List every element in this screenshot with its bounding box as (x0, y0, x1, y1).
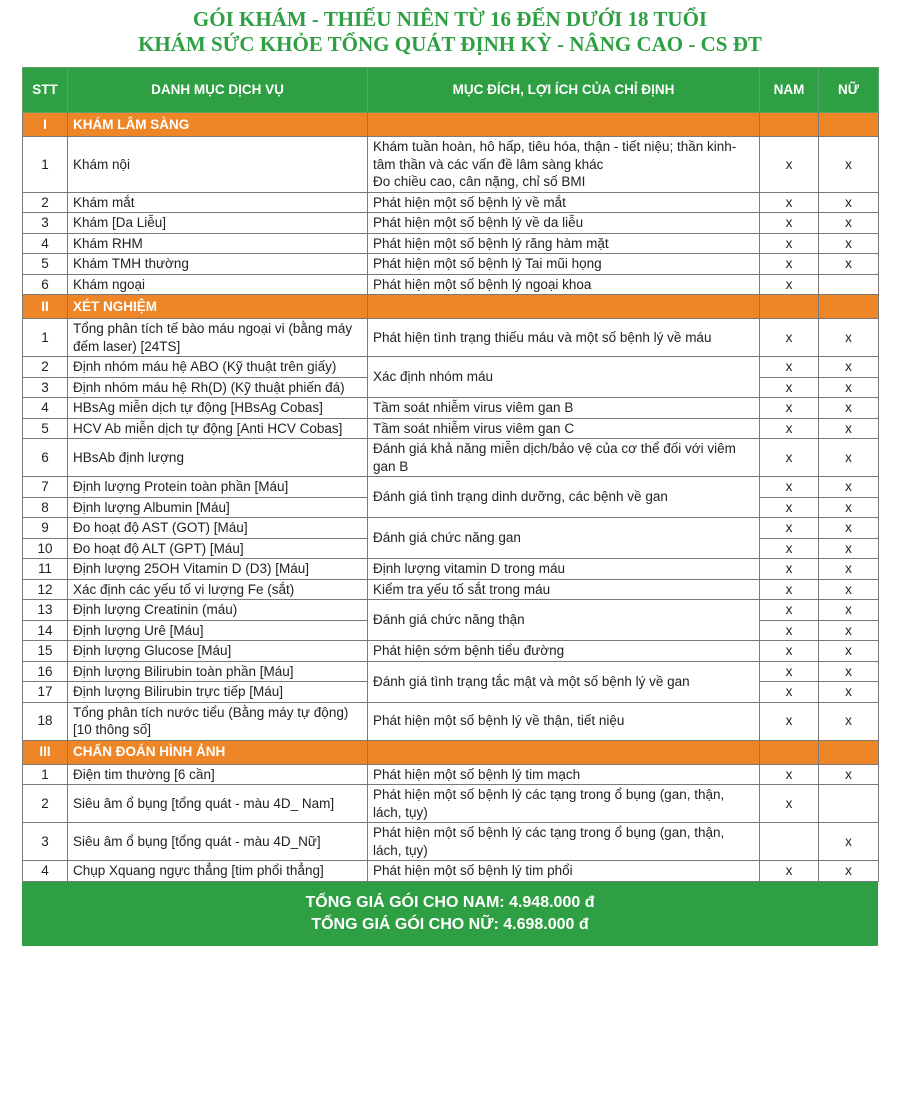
stt-cell: 2 (23, 785, 68, 823)
male-cell: x (760, 192, 819, 213)
stt-cell: 13 (23, 600, 68, 621)
stt-cell: 1 (23, 764, 68, 785)
section-blank (760, 740, 819, 764)
female-cell: x (819, 254, 879, 275)
male-cell: x (760, 518, 819, 539)
table-row (23, 702, 879, 740)
service-cell: Tổng phân tích nước tiểu (Bằng máy tự động) [10 thông số] (68, 702, 368, 740)
purpose-cell: Đánh giá chức năng thận (368, 600, 760, 641)
service-cell: Đo hoạt độ AST (GOT) [Máu] (68, 518, 368, 539)
male-cell: x (760, 233, 819, 254)
section-number: I (23, 113, 68, 137)
purpose-cell: Đánh giá tình trạng tắc mật và một số bệnh lý về gan (368, 661, 760, 702)
male-cell: x (760, 213, 819, 234)
table-row (23, 254, 879, 275)
female-cell: x (819, 682, 879, 703)
service-cell: Định lượng Protein toàn phần [Máu] (68, 477, 368, 498)
service-cell: Định lượng Urê [Máu] (68, 620, 368, 641)
purpose-cell: Phát hiện một số bệnh lý về da liễu (368, 213, 760, 234)
section-blank (760, 113, 819, 137)
female-cell: x (819, 518, 879, 539)
female-cell: x (819, 137, 879, 193)
stt-cell: 8 (23, 497, 68, 518)
service-cell: Định lượng Creatinin (máu) (68, 600, 368, 621)
purpose-cell: Phát hiện một số bệnh lý tim mạch (368, 764, 760, 785)
female-cell: x (819, 377, 879, 398)
purpose-cell: Phát hiện một số bệnh lý về mắt (368, 192, 760, 213)
stt-cell: 4 (23, 398, 68, 419)
female-cell: x (819, 641, 879, 662)
stt-cell: 3 (23, 823, 68, 861)
section-name: KHÁM LÂM SÀNG (68, 113, 368, 137)
service-cell: Siêu âm ổ bụng [tổng quát - màu 4D_ Nam] (68, 785, 368, 823)
purpose-cell: Khám tuần hoàn, hô hấp, tiêu hóa, thận - tiết niệu; thần kinh-tâm thần và các vấn đề lâm sàng khác Đo chiều cao, cân nặng, chỉ số BMI (368, 137, 760, 193)
female-total-price: TỔNG GIÁ GÓI CHO NỮ: 4.698.000 đ (311, 915, 589, 933)
male-cell: x (760, 377, 819, 398)
section-name: XÉT NGHIỆM (68, 295, 368, 319)
female-cell: x (819, 357, 879, 378)
male-cell: x (760, 319, 819, 357)
services-table (22, 67, 879, 882)
male-cell (760, 823, 819, 861)
stt-cell: 6 (23, 439, 68, 477)
stt-cell: 4 (23, 233, 68, 254)
table-row (23, 518, 879, 539)
female-cell: x (819, 418, 879, 439)
stt-cell: 5 (23, 254, 68, 275)
price-footer (22, 882, 878, 946)
service-cell: Khám [Da Liễu] (68, 213, 368, 234)
service-cell: Khám TMH thường (68, 254, 368, 275)
header-male: NAM (760, 68, 819, 113)
section-header (23, 113, 879, 137)
service-cell: Định nhóm máu hệ ABO (Kỹ thuật trên giấy) (68, 357, 368, 378)
male-cell: x (760, 620, 819, 641)
table-row (23, 233, 879, 254)
female-cell (819, 785, 879, 823)
male-cell: x (760, 661, 819, 682)
male-cell: x (760, 497, 819, 518)
female-cell: x (819, 620, 879, 641)
table-row (23, 861, 879, 882)
female-cell: x (819, 702, 879, 740)
stt-cell: 14 (23, 620, 68, 641)
female-cell: x (819, 497, 879, 518)
stt-cell: 10 (23, 538, 68, 559)
table-row (23, 274, 879, 295)
female-cell: x (819, 579, 879, 600)
section-header (23, 740, 879, 764)
purpose-cell: Phát hiện một số bệnh lý các tạng trong ổ bụng (gan, thận, lách, tụy) (368, 823, 760, 861)
stt-cell: 3 (23, 377, 68, 398)
male-cell: x (760, 579, 819, 600)
female-cell: x (819, 192, 879, 213)
stt-cell: 12 (23, 579, 68, 600)
service-cell: Khám RHM (68, 233, 368, 254)
table-row (23, 213, 879, 234)
service-cell: Siêu âm ổ bụng [tổng quát - màu 4D_Nữ] (68, 823, 368, 861)
female-cell: x (819, 319, 879, 357)
purpose-cell: Phát hiện một số bệnh lý các tạng trong ổ bụng (gan, thận, lách, tụy) (368, 785, 760, 823)
purpose-cell: Đánh giá chức năng gan (368, 518, 760, 559)
title-line-1: GÓI KHÁM - THIẾU NIÊN TỪ 16 ĐẾN DƯỚI 18 TUỔI (192, 7, 708, 31)
purpose-cell: Phát hiện một số bệnh lý răng hàm mặt (368, 233, 760, 254)
male-cell: x (760, 274, 819, 295)
purpose-cell: Xác định nhóm máu (368, 357, 760, 398)
female-cell: x (819, 213, 879, 234)
purpose-cell: Phát hiện một số bệnh lý tim phổi (368, 861, 760, 882)
male-cell: x (760, 439, 819, 477)
header-service: DANH MỤC DỊCH VỤ (68, 68, 368, 113)
purpose-cell: Kiểm tra yếu tố sắt trong máu (368, 579, 760, 600)
section-blank (368, 295, 760, 319)
service-cell: Đo hoạt độ ALT (GPT) [Máu] (68, 538, 368, 559)
male-cell: x (760, 861, 819, 882)
male-cell: x (760, 477, 819, 498)
purpose-cell: Phát hiện một số bệnh lý ngoại khoa (368, 274, 760, 295)
table-row (23, 137, 879, 193)
table-row (23, 785, 879, 823)
service-cell: Điện tim thường [6 cần] (68, 764, 368, 785)
section-blank (368, 113, 760, 137)
header-female: NỮ (819, 68, 879, 113)
table-row (23, 641, 879, 662)
stt-cell: 1 (23, 319, 68, 357)
stt-cell: 16 (23, 661, 68, 682)
section-blank (819, 295, 879, 319)
title-line-2: KHÁM SỨC KHỎE TỔNG QUÁT ĐỊNH KỲ - NÂNG CAO - CS ĐT (138, 32, 762, 56)
stt-cell: 17 (23, 682, 68, 703)
table-row (23, 600, 879, 621)
purpose-cell: Phát hiện một số bệnh lý về thận, tiết niệu (368, 702, 760, 740)
table-header-row (23, 68, 879, 113)
female-cell: x (819, 439, 879, 477)
stt-cell: 11 (23, 559, 68, 580)
service-cell: Định lượng Bilirubin trực tiếp [Máu] (68, 682, 368, 703)
male-total-price: TỔNG GIÁ GÓI CHO NAM: 4.948.000 đ (305, 893, 595, 911)
header-stt: STT (23, 68, 68, 113)
male-cell: x (760, 785, 819, 823)
table-row (23, 439, 879, 477)
table-row (23, 418, 879, 439)
table-row (23, 579, 879, 600)
table-row (23, 357, 879, 378)
female-cell: x (819, 823, 879, 861)
male-cell: x (760, 641, 819, 662)
female-cell: x (819, 600, 879, 621)
purpose-cell: Phát hiện tình trạng thiếu máu và một số bệnh lý về máu (368, 319, 760, 357)
stt-cell: 3 (23, 213, 68, 234)
service-cell: Định lượng Albumin [Máu] (68, 497, 368, 518)
female-cell: x (819, 477, 879, 498)
table-row (23, 661, 879, 682)
service-cell: Định lượng Glucose [Máu] (68, 641, 368, 662)
service-cell: Định lượng 25OH Vitamin D (D3) [Máu] (68, 559, 368, 580)
purpose-cell: Phát hiện một số bệnh lý Tai mũi họng (368, 254, 760, 275)
male-cell: x (760, 538, 819, 559)
stt-cell: 7 (23, 477, 68, 498)
purpose-cell: Đánh giá khả năng miễn dịch/bảo vệ của cơ thể đối với viêm gan B (368, 439, 760, 477)
table-row (23, 398, 879, 419)
male-cell: x (760, 559, 819, 580)
stt-cell: 18 (23, 702, 68, 740)
male-cell: x (760, 254, 819, 275)
male-cell: x (760, 357, 819, 378)
male-cell: x (760, 600, 819, 621)
male-cell: x (760, 398, 819, 419)
service-cell: HCV Ab miễn dịch tự động [Anti HCV Cobas] (68, 418, 368, 439)
table-row (23, 477, 879, 498)
male-cell: x (760, 764, 819, 785)
female-cell: x (819, 764, 879, 785)
purpose-cell: Phát hiện sớm bệnh tiểu đường (368, 641, 760, 662)
table-row (23, 559, 879, 580)
stt-cell: 9 (23, 518, 68, 539)
purpose-cell: Tầm soát nhiễm virus viêm gan B (368, 398, 760, 419)
purpose-cell: Tầm soát nhiễm virus viêm gan C (368, 418, 760, 439)
female-cell: x (819, 398, 879, 419)
female-cell: x (819, 861, 879, 882)
male-cell: x (760, 418, 819, 439)
female-cell: x (819, 233, 879, 254)
stt-cell: 2 (23, 192, 68, 213)
service-cell: Khám mắt (68, 192, 368, 213)
header-purpose: MỤC ĐÍCH, LỢI ÍCH CỦA CHỈ ĐỊNH (368, 68, 760, 113)
service-cell: HBsAb định lượng (68, 439, 368, 477)
section-number: III (23, 740, 68, 764)
service-cell: Định lượng Bilirubin toàn phần [Máu] (68, 661, 368, 682)
service-cell: Xác định các yếu tố vi lượng Fe (sắt) (68, 579, 368, 600)
stt-cell: 15 (23, 641, 68, 662)
stt-cell: 1 (23, 137, 68, 193)
male-cell: x (760, 702, 819, 740)
service-cell: Tổng phân tích tế bào máu ngoại vi (bằng máy đếm laser) [24TS] (68, 319, 368, 357)
table-row (23, 764, 879, 785)
stt-cell: 5 (23, 418, 68, 439)
purpose-cell: Đánh giá tình trạng dinh dưỡng, các bệnh về gan (368, 477, 760, 518)
purpose-cell: Định lượng vitamin D trong máu (368, 559, 760, 580)
section-name: CHẨN ĐOÁN HÌNH ẢNH (68, 740, 368, 764)
female-cell: x (819, 661, 879, 682)
male-cell: x (760, 137, 819, 193)
section-blank (760, 295, 819, 319)
table-row (23, 823, 879, 861)
female-cell: x (819, 559, 879, 580)
section-number: II (23, 295, 68, 319)
table-row (23, 192, 879, 213)
stt-cell: 6 (23, 274, 68, 295)
service-cell: Chụp Xquang ngực thẳng [tim phổi thẳng] (68, 861, 368, 882)
service-cell: Khám ngoại (68, 274, 368, 295)
service-cell: HBsAg miễn dịch tự động [HBsAg Cobas] (68, 398, 368, 419)
service-cell: Khám nội (68, 137, 368, 193)
service-cell: Định nhóm máu hệ Rh(D) (Kỹ thuật phiến đá) (68, 377, 368, 398)
stt-cell: 2 (23, 357, 68, 378)
section-blank (368, 740, 760, 764)
table-row (23, 319, 879, 357)
section-blank (819, 113, 879, 137)
male-cell: x (760, 682, 819, 703)
female-cell: x (819, 538, 879, 559)
female-cell (819, 274, 879, 295)
section-header (23, 295, 879, 319)
stt-cell: 4 (23, 861, 68, 882)
section-blank (819, 740, 879, 764)
page-title (0, 0, 900, 59)
